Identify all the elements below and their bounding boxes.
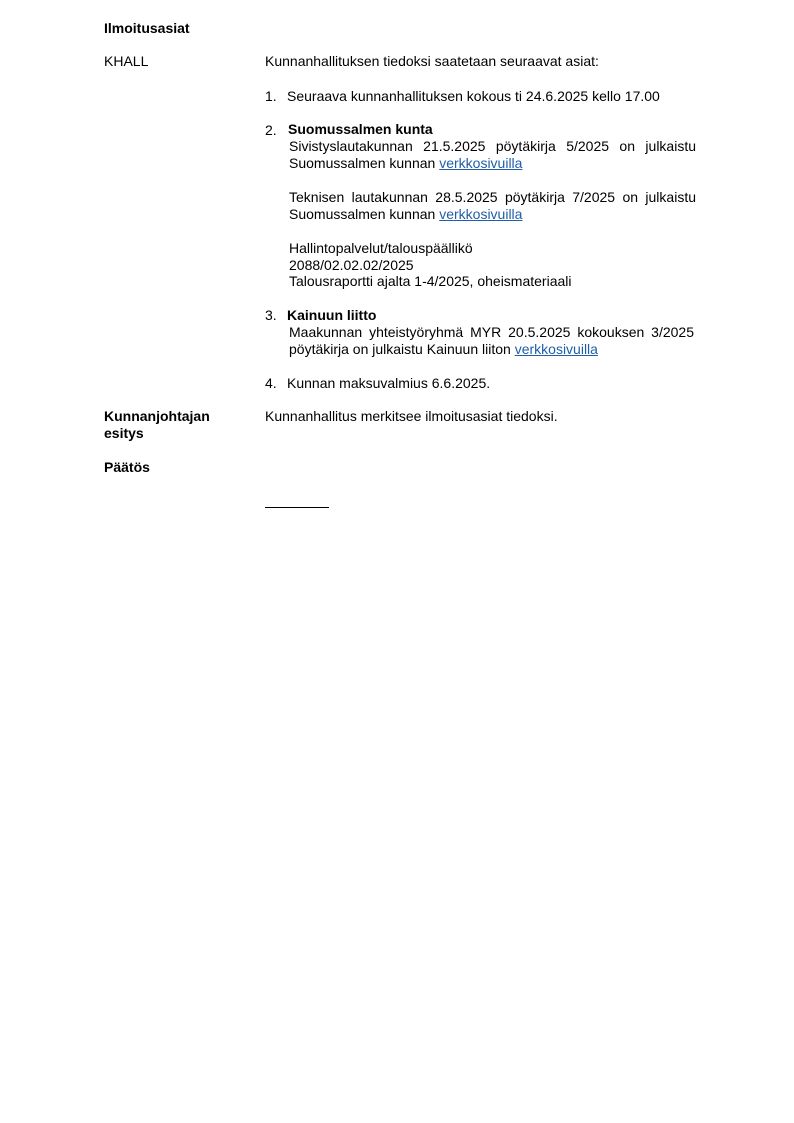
item-2-block-2-line-2-text: Suomussalmen kunnan <box>289 206 436 222</box>
signature-rule <box>265 507 329 508</box>
item-2-block-3-line-3: Talousraportti ajalta 1-4/2025, oheismateriaali <box>289 273 572 289</box>
item-1-text: Seuraava kunnanhallituksen kokous ti 24.6.2025 kello 17.00 <box>287 88 660 104</box>
verkkosivuilla-link-1[interactable]: verkkosivuilla <box>439 155 523 171</box>
item-3-line-1: Maakunnan yhteistyöryhmä MYR 20.5.2025 kokouksen 3/2025 <box>289 324 694 340</box>
verkkosivuilla-link-2[interactable]: verkkosivuilla <box>439 206 523 222</box>
item-2-number: 2. <box>265 122 277 138</box>
item-2-title: Suomussalmen kunta <box>288 121 433 137</box>
body-label-khall: KHALL <box>104 53 149 69</box>
proposal-label-line-1: Kunnanjohtajan <box>104 408 210 424</box>
item-3-number: 3. <box>265 307 277 323</box>
item-2-block-3-line-2: 2088/02.02.02/2025 <box>289 257 414 273</box>
decision-label: Päätös <box>104 459 150 475</box>
item-4-text: Kunnan maksuvalmius 6.6.2025. <box>287 375 491 391</box>
proposal-text: Kunnanhallitus merkitsee ilmoitusasiat tiedoksi. <box>265 408 558 424</box>
item-3-line-2 <box>289 341 598 358</box>
item-3-line-2-text: pöytäkirja on julkaistu Kainuun liiton <box>289 341 511 357</box>
item-3-title: Kainuun liitto <box>287 307 377 323</box>
item-2-block-2-line-2 <box>289 206 522 223</box>
intro-text: Kunnanhallituksen tiedoksi saatetaan seuraavat asiat: <box>265 53 599 69</box>
verkkosivuilla-link-3[interactable]: verkkosivuilla <box>514 341 598 357</box>
proposal-label-line-2: esitys <box>104 425 144 441</box>
item-2-block-1-line-1: Sivistyslautakunnan 21.5.2025 pöytäkirja 5/2025 on julkaistu <box>289 138 696 154</box>
item-4-number: 4. <box>265 375 277 391</box>
item-1-number: 1. <box>265 88 277 104</box>
item-2-block-1-line-2 <box>289 155 522 172</box>
item-2-block-3-line-1: Hallintopalvelut/talouspäällikö <box>289 240 473 256</box>
item-2-block-1-line-2-text: Suomussalmen kunnan <box>289 155 436 171</box>
item-2-block-2-line-1: Teknisen lautakunnan 28.5.2025 pöytäkirja 7/2025 on julkaistu <box>289 189 696 205</box>
section-heading: Ilmoitusasiat <box>104 20 190 36</box>
